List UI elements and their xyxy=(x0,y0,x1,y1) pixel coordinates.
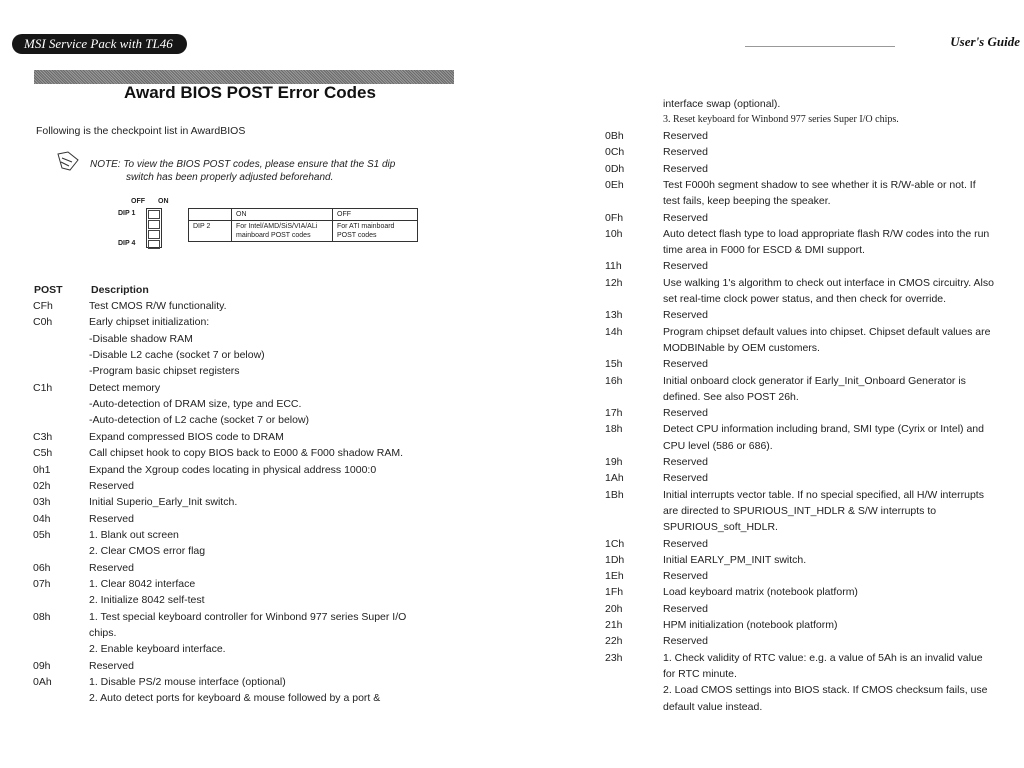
post-description-line: CPU level (586 or 686). xyxy=(663,439,773,452)
post-description-line: 2. Auto detect ports for keyboard & mouse followed by a port & xyxy=(89,692,381,705)
header-section-tab: MSI Service Pack with TL46 xyxy=(12,34,187,54)
post-code: 1Ah xyxy=(605,472,624,485)
post-code: 10h xyxy=(605,227,623,240)
page-title: Award BIOS POST Error Codes xyxy=(124,83,376,102)
header-user-guide: User's Guide xyxy=(950,34,1020,49)
right-codes-list xyxy=(512,0,1024,768)
post-code: 17h xyxy=(605,407,623,420)
post-description-line: 1. Blank out screen xyxy=(89,528,179,541)
post-description-line: Initial Superio_Early_Init switch. xyxy=(89,496,238,509)
post-description-line: -Program basic chipset registers xyxy=(89,365,240,378)
post-description-line: 1. Test special keyboard controller for Winbond 977 series Super I/O xyxy=(89,610,407,623)
post-description-line: Reserved xyxy=(89,561,134,574)
post-description-line: Test F000h segment shadow to see whether it is R/W-able or not. If xyxy=(663,178,976,191)
post-description-line: are directed to SPURIOUS_INT_HDLR & S/W interrupts to xyxy=(663,504,937,517)
post-code: 09h xyxy=(33,659,51,672)
post-description-line: -Disable L2 cache (socket 7 or below) xyxy=(89,349,265,362)
post-code: 22h xyxy=(605,635,623,648)
post-description-line: Reserved xyxy=(663,472,708,485)
post-code: 13h xyxy=(605,309,623,322)
post-description-line: Early chipset initialization: xyxy=(89,316,210,329)
post-description-line: Call chipset hook to copy BIOS back to E000 & F000 shadow RAM. xyxy=(89,447,403,460)
post-code: 23h xyxy=(605,651,623,664)
column-header-description: Description xyxy=(91,284,149,296)
post-description-line: -Auto-detection of L2 cache (socket 7 or below) xyxy=(89,414,310,427)
post-description-line: time area in F000 for ESCD & DMI support. xyxy=(663,244,865,257)
right-page xyxy=(512,0,1024,768)
post-code: 1Dh xyxy=(605,553,625,566)
post-code: 20h xyxy=(605,602,623,615)
post-description-line: 1. Clear 8042 interface xyxy=(89,577,196,590)
post-code: 04h xyxy=(33,512,51,525)
post-code: CFh xyxy=(33,300,53,312)
post-description-line: Initial onboard clock generator if Early_Init_Onboard Generator is xyxy=(663,374,966,387)
post-code: C3h xyxy=(33,430,53,443)
post-code: 16h xyxy=(605,374,623,387)
post-description-line: Reserved xyxy=(663,407,708,420)
post-description-line: Auto detect flash type to load appropriate flash R/W codes into the run xyxy=(663,227,990,240)
post-description-line: Reserved xyxy=(89,659,134,672)
post-code: 1Ch xyxy=(605,537,625,550)
post-code: 0Eh xyxy=(605,178,624,191)
dip-table-on-header: ON xyxy=(232,209,333,221)
dip-on-label: ON xyxy=(158,198,169,205)
post-description-line: Reserved xyxy=(663,537,708,550)
post-code: 21h xyxy=(605,619,623,631)
post-description-line: Reserved xyxy=(663,358,708,371)
post-description-line: -Auto-detection of DRAM size, type and ECC. xyxy=(89,398,302,411)
post-description-line: for RTC minute. xyxy=(663,667,737,680)
post-description-line: Detect CPU information including brand, SMI type (Cyrix or Intel) and xyxy=(663,423,984,436)
dip-table-off-cell: For ATI mainboard POST codes xyxy=(333,221,418,242)
continuation-line: 3. Reset keyboard for Winbond 977 series Super I/O chips. xyxy=(663,114,899,126)
dip-table-off-header: OFF xyxy=(333,209,418,221)
post-description-line: Use walking 1's algorithm to check out interface in CMOS circuitry. Also xyxy=(663,276,994,289)
post-description-line: defined. See also POST 26h. xyxy=(663,390,799,403)
post-code: 03h xyxy=(33,496,51,509)
note-line-2: switch has been properly adjusted beforehand. xyxy=(126,172,334,183)
post-code: 15h xyxy=(605,358,623,371)
post-code: 05h xyxy=(33,528,51,541)
post-description-line: Reserved xyxy=(89,479,134,492)
post-code: 18h xyxy=(605,423,623,436)
post-description-line: Expand compressed BIOS code to DRAM xyxy=(89,430,284,443)
post-description-line: test fails, keep beeping the speaker. xyxy=(663,195,831,208)
post-description-line: Reserved xyxy=(663,570,708,583)
post-code: 0Ch xyxy=(605,146,625,159)
post-description-line: MODBINable by OEM customers. xyxy=(663,341,820,354)
post-description-line: Reserved xyxy=(89,512,134,525)
post-description-line: Initial EARLY_PM_INIT switch. xyxy=(663,553,807,566)
post-description-line: Reserved xyxy=(663,260,708,273)
intro-text: Following is the checkpoint list in AwardBIOS xyxy=(36,125,246,137)
post-description-line: Test CMOS R/W functionality. xyxy=(89,300,227,312)
post-description-line: Detect memory xyxy=(89,381,161,394)
post-code: 1Bh xyxy=(605,488,624,501)
post-description-line: Reserved xyxy=(663,456,708,468)
post-description-line: -Disable shadow RAM xyxy=(89,332,193,345)
post-description-line: Program chipset default values into chipset. Chipset default values are xyxy=(663,325,991,338)
post-code: 06h xyxy=(33,561,51,574)
post-code: 0h1 xyxy=(33,463,51,476)
post-description-line: 2. Clear CMOS error flag xyxy=(89,545,206,558)
post-code: 08h xyxy=(33,610,51,623)
dip-table-on-cell: For Intel/AMD/SiS/VIA/ALi mainboard POST codes xyxy=(232,221,333,242)
post-description-line: 2. Load CMOS settings into BIOS stack. If CMOS checksum fails, use xyxy=(663,684,988,697)
post-code: 19h xyxy=(605,456,623,468)
post-description-line: Load keyboard matrix (notebook platform) xyxy=(663,586,858,599)
post-description-line: 2. Initialize 8042 self-test xyxy=(89,594,205,607)
post-description-line: 2. Enable keyboard interface. xyxy=(89,643,226,656)
post-description-line: HPM initialization (notebook platform) xyxy=(663,619,838,631)
post-description-line: 1. Disable PS/2 mouse interface (optional) xyxy=(89,676,286,689)
post-code: C5h xyxy=(33,447,53,460)
post-description-line: Reserved xyxy=(663,162,708,175)
post-code: 0Bh xyxy=(605,130,624,142)
post-description-line: Reserved xyxy=(663,635,708,648)
post-code: 1Eh xyxy=(605,570,624,583)
post-code: 0Ah xyxy=(33,676,52,689)
post-description-line: Reserved xyxy=(663,130,708,142)
post-description-line: Reserved xyxy=(663,146,708,159)
post-code: 11h xyxy=(605,260,622,273)
post-description-line: 1. Check validity of RTC value: e.g. a value of 5Ah is an invalid value xyxy=(663,651,983,664)
continuation-line: interface swap (optional). xyxy=(663,98,781,110)
dip4-label: DIP 4 xyxy=(118,240,136,247)
post-code: 0Fh xyxy=(605,211,624,224)
post-code: 1Fh xyxy=(605,586,624,599)
post-code: 14h xyxy=(605,325,623,338)
note-line-1: NOTE: To view the BIOS POST codes, please ensure that the S1 dip xyxy=(90,159,396,170)
post-code: 02h xyxy=(33,479,51,492)
dip-table-row-label: DIP 2 xyxy=(189,221,232,242)
post-description-line: SPURIOUS_soft_HDLR. xyxy=(663,521,778,534)
post-code: 0Dh xyxy=(605,162,625,175)
post-code: 07h xyxy=(33,577,51,590)
post-code: C0h xyxy=(33,316,53,329)
post-description-line: Reserved xyxy=(663,309,708,322)
post-description-line: Expand the Xgroup codes locating in physical address 1000:0 xyxy=(89,463,377,476)
dip1-label: DIP 1 xyxy=(118,210,136,217)
column-header-post: POST xyxy=(34,284,63,296)
post-description-line: Initial interrupts vector table. If no special specified, all H/W interrupts xyxy=(663,488,984,501)
dip-off-label: OFF xyxy=(131,198,145,205)
post-code: 12h xyxy=(605,276,623,289)
post-description-line: set real-time clock power status, and then check for override. xyxy=(663,293,947,305)
post-description-line: default value instead. xyxy=(663,700,763,713)
post-code: C1h xyxy=(33,381,53,394)
post-description-line: Reserved xyxy=(663,211,708,224)
post-description-line: Reserved xyxy=(663,602,708,615)
post-description-line: chips. xyxy=(89,627,117,639)
